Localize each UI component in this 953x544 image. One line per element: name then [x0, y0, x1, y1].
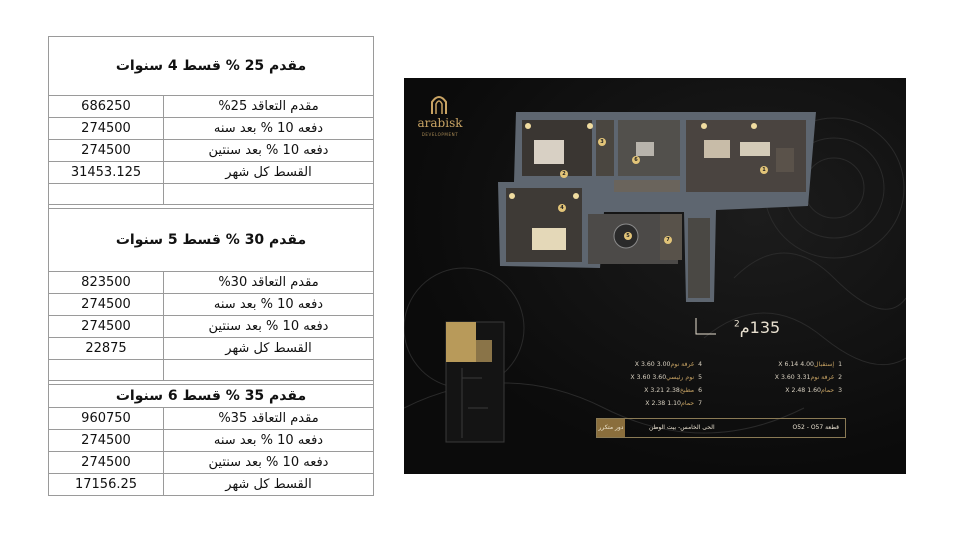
- spacer-cell: [49, 360, 164, 381]
- row-value: 960750: [49, 408, 164, 430]
- row-label: دفعه 10 % بعد سنتين: [164, 140, 374, 162]
- room-marker-5: 5: [624, 232, 632, 240]
- room-bathroom-3: [596, 120, 614, 176]
- plan-title: مقدم 25 % قسط 4 سنوات: [49, 37, 374, 96]
- plan-title: مقدم 30 % قسط 5 سنوات: [49, 209, 374, 272]
- row-value: 274500: [49, 118, 164, 140]
- legend-item: 3 حمام1.60 X 2.48: [785, 387, 842, 394]
- row-value: 17156.25: [49, 474, 164, 496]
- legend-item: 5 نوم رئيسي3.60 X 3.60: [630, 374, 702, 381]
- unit-info-bar: [596, 418, 846, 438]
- room-marker-7: 7: [664, 236, 672, 244]
- unit-area-value: 135م: [739, 318, 781, 337]
- plan-title: مقدم 35 % قسط 6 سنوات: [49, 385, 374, 408]
- district-label: الحى الخامس- بيت الوطن: [649, 424, 715, 431]
- row-value: 686250: [49, 96, 164, 118]
- apartment-floor-plan: [404, 78, 906, 474]
- corridor: [614, 180, 680, 192]
- legend-item: 7 حمام1.10 X 2.38: [645, 400, 702, 407]
- row-label: القسط كل شهر: [164, 162, 374, 184]
- plan-table-3: [48, 384, 374, 496]
- row-value: 22875: [49, 338, 164, 360]
- row-value: 274500: [49, 452, 164, 474]
- room-marker-6: 6: [632, 156, 640, 164]
- room-marker-1: 1: [760, 166, 768, 174]
- entrance-hall: [688, 218, 710, 298]
- plot-label: قطعة O52 - O57: [792, 424, 839, 431]
- legend-item: 2 غرفة نوم3.31 X 3.60: [774, 374, 842, 381]
- row-label: دفعه 10 % بعد سنه: [164, 294, 374, 316]
- row-value: 823500: [49, 272, 164, 294]
- row-label: القسط كل شهر: [164, 474, 374, 496]
- row-value: 274500: [49, 430, 164, 452]
- room-marker-4: 4: [558, 204, 566, 212]
- row-value: 274500: [49, 294, 164, 316]
- floor-plan-brochure: [404, 78, 906, 474]
- spacer-cell: [164, 184, 374, 205]
- row-label: القسط كل شهر: [164, 338, 374, 360]
- brand-logo-subtitle: DEVELOPMENT: [421, 132, 459, 137]
- floor-type-badge: دور متكرر: [597, 419, 625, 437]
- brand-logo-text: arabisk: [417, 116, 463, 130]
- row-value: 31453.125: [49, 162, 164, 184]
- spacer-cell: [164, 360, 374, 381]
- plan-table-2: [48, 208, 374, 381]
- row-label: دفعه 10 % بعد سنتين: [164, 452, 374, 474]
- legend-item: 6 مطبخ2.38 X 3.21: [644, 387, 702, 394]
- row-label: دفعه 10 % بعد سنه: [164, 118, 374, 140]
- legend-item: 4 غرفة نوم3.00 X 3.60: [634, 361, 702, 368]
- unit-area-unit: 2: [734, 319, 740, 330]
- row-label: مقدم التعاقد 25%: [164, 96, 374, 118]
- room-master-bedroom: [506, 188, 582, 262]
- row-label: دفعه 10 % بعد سنتين: [164, 316, 374, 338]
- unit-area: [734, 318, 780, 337]
- row-label: مقدم التعاقد 30%: [164, 272, 374, 294]
- room-marker-3: 3: [598, 138, 606, 146]
- spacer-cell: [49, 184, 164, 205]
- row-label: دفعه 10 % بعد سنه: [164, 430, 374, 452]
- row-value: 274500: [49, 140, 164, 162]
- row-label: مقدم التعاقد 35%: [164, 408, 374, 430]
- row-value: 274500: [49, 316, 164, 338]
- legend-item: 1 إستقبال4.00 X 6.14: [778, 361, 842, 368]
- plan-table-1: [48, 36, 374, 205]
- room-marker-2: 2: [560, 170, 568, 178]
